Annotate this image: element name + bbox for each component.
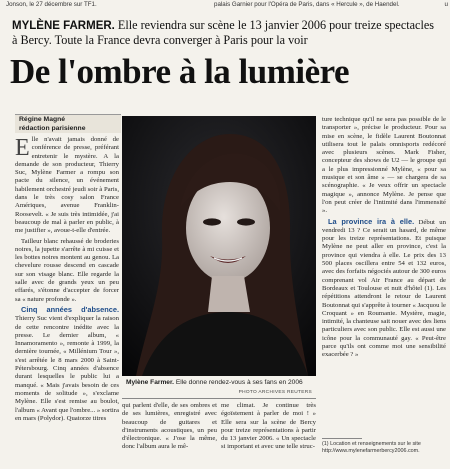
paragraph-1: Elle n'avait jamais donné de conférence de presse, préférant entretenir le mystère. A la demande de son producteur, Thierry Suc, Mylène Farmer a rompu son pacte du silence, un événement habilement orchestré jeudi soir à Paris, dans le très cosy salon France Amériques, avenue Franklin-Roosevelt. « Je suis très intimidée, j'ai beaucoup de mal à parler en public, à me justifier », avoue-t-elle d'entrée. <box>15 136 119 235</box>
byline-role: rédaction parisienne <box>19 124 86 132</box>
column-4-paragraph-1: ture technique qu'il ne sera pas possible de le transporter », précise le producteur. Pour sa mise en scène, le fidèle Laurent Boutonnat utilisera tout le palais omnisports redécoré avec plusieurs scènes. Mark Fisher, concepteur des shows de U2 — le groupe qui a le plus impressionné Mylène, « pour sa musique et son âme » — se chargera de sa scénographie. « Je veux offrir un spectacle magique », annonce Mylène. Je pense que l'on peut créer de l'intimité dans l'immensité ». <box>322 116 446 215</box>
byline <box>15 114 121 133</box>
subhead-province: La province ira à elle. <box>328 216 415 226</box>
article-column-1 <box>15 136 119 466</box>
column-4-paragraph-2: La province ira à elle. Début un vendredi 13 ? Ce serait un hasard, de même pour les treize représentations. Et puisque Mylène ne peut aller en province, c'est la province qui viendra à elle. Le prix des 13 500 places oscillera entre 54 et 132 euros, avec des forfaits négociés autour de 300 euros comprenant vol Air France au départ de Bordeaux et Toulouse et nuit d'hôtel (1). Les répétitions attendront le retour de Laurent Boutonnat qui s'apprête à tourner « Jacquou le Croquant » en Roumanie. Mystère, magie, intimité, la chanteuse sait nouer avec des liens particuliers avec son public. Elle est aussi une icône pour la communauté gay. « Peut-être parce qu'ils ont comme moi une sensibilité exacerbée ? » <box>322 216 446 359</box>
footnote-divider <box>322 438 362 439</box>
photo-credit: PHOTO ARCHIVES REUTERS <box>238 390 312 395</box>
paragraph-3: Cinq années d'absence. Thierry Suc vient d'expliquer la raison de cette rencontre inédite avec la presse. Le dernier album, « Innamoramento », remonte à 1999, la dernière tournée, « Millénium Tour », s'est arrêtée le 8 mars 2000 à Saint-Pétersbourg. Cinq années d'absence durant lesquelles le public lui a manqué. « Mais j'avais besoin de ces moments de solitude », s'exclame Mylène. Elle s'est remise au boulot, l'album « Avant que l'ombre... » sortira en mars (Polydor). Quatorze titres <box>15 304 119 422</box>
column-2-text: qui parlent d'elle, de ses ombres et de ses lumières, enregistré avec beaucoup de guitares et d'instruments acoustiques, un peu d'électronique. « J'ose la même, donc l'album aura le mê- <box>122 402 217 451</box>
column-3-text: me climat. Je continue très égoïstement à parler de moi ! » Elle sera sur la scène de Bercy pour treize représentations à partir du 13 janvier 2006. « Un spectacle si important et avec une telle struc- <box>221 402 316 451</box>
deck-text: Elle reviendra sur scène le 13 janvier 2006 pour treize spectacles à Bercy. Toute la France devra converger à Paris pour la voir <box>12 18 434 47</box>
footnote <box>322 438 446 455</box>
footnote-url: http://www.mylenefarmerbercy2006.com. <box>322 448 420 454</box>
headline: De l'ombre à la lumière <box>10 52 350 91</box>
clipping-top-right: u <box>444 1 448 8</box>
article-deck <box>12 18 438 47</box>
article-column-3 <box>221 402 316 468</box>
photo-mylene-farmer <box>122 116 316 376</box>
subhead-absence: Cinq années d'absence. <box>21 304 119 314</box>
photo-caption <box>122 376 316 399</box>
deck-name: MYLÈNE FARMER. <box>12 20 115 32</box>
paragraph-2: Tailleur blanc rehaussé de broderies noires, la jupette s'arrête à mi cuisse et les bottes noires montent au genou. La chevelure rousse descend en cascade sur son visage blanc. Elle regarde la salle avec de grands yeux un peu effarés, s'étonne d'accepter de forcer sa « nature profonde ». <box>15 237 119 303</box>
clipping-top-left: Jonson, le 27 décembre sur TF1. <box>6 1 97 8</box>
portrait-illustration <box>122 116 316 376</box>
clipping-top-strip <box>0 0 450 10</box>
clipping-top-middle: palais Garnier pour l'Opéra de Paris, dans « Hercule », de Haendel. <box>214 1 400 8</box>
footnote-line-1: (1) Location et renseignements sur le site <box>322 441 421 447</box>
drop-cap: E <box>15 136 30 161</box>
article-column-2 <box>122 402 217 468</box>
article-column-4 <box>322 116 446 436</box>
caption-text: Mylène Farmer. Elle donne rendez-vous à ses fans en 2006 <box>126 379 303 386</box>
byline-name: Régine Magné <box>19 116 66 123</box>
